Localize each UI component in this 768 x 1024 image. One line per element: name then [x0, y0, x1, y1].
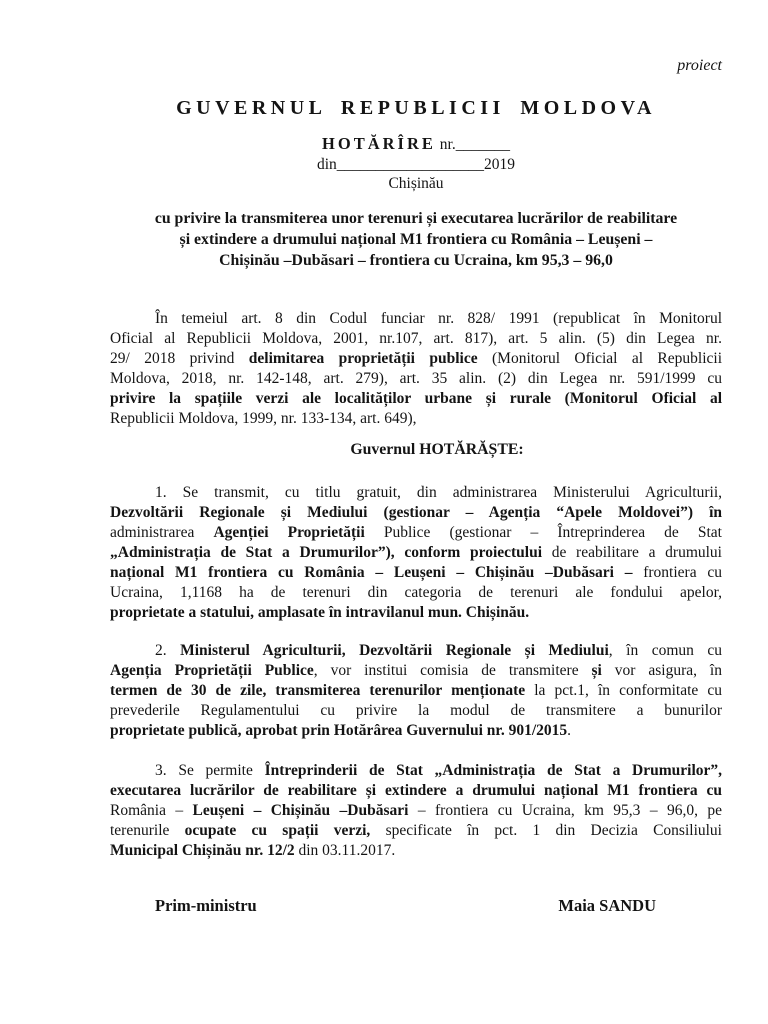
text-line [110, 543, 722, 563]
text-line [110, 523, 722, 543]
decision-number-blank: _______ [455, 136, 510, 153]
bold-text-segment: Dezvoltării Regionale și Mediului (gestionar – Agenția “Apele Moldovei”) în [110, 503, 722, 521]
text-segment: prevederile Regulamentului cu privire la modul de transmitere a bunurilor [110, 701, 722, 719]
bold-text-segment: termen de 30 de zile, transmiterea terenurilor menționate [110, 681, 526, 699]
text-segment: Moldova, 2018, nr. 142-148, art. 279), art. 35 alin. (2) din Legea nr. 591/1999 cu [110, 369, 722, 387]
text-segment: administrarea [110, 523, 214, 541]
title-line: Chișinău –Dubăsari – frontiera cu Ucraina, km 95,3 – 96,0 [219, 251, 613, 269]
decision-header [110, 134, 722, 194]
decision-year: 2019 [484, 155, 516, 173]
decision-number-prefix: nr. [439, 136, 456, 153]
bold-text-segment: Municipal Chișinău nr. 12/2 [110, 841, 295, 859]
bold-text-segment: și [591, 661, 602, 679]
text-segment: În temeiul art. 8 din Codul funciar nr. 828/ 1991 (republicat în Monitorul [155, 309, 722, 327]
bold-text-segment: național M1 frontiera cu România – Leușeni – Chișinău –Dubăsari – [110, 563, 633, 581]
bold-text-segment: Ministerul Agriculturii, Dezvoltării Regionale și Mediului [180, 641, 609, 659]
decision-date-line [110, 155, 722, 175]
text-line [110, 841, 722, 861]
text-segment: (Monitorul Oficial al Republicii [477, 349, 722, 367]
text-segment: vor asigura, în [601, 661, 722, 679]
bold-text-segment: privire la spațiile verzi ale localităților urbane și rurale (Monitorul Oficial al [110, 389, 722, 407]
text-segment: 2. [155, 641, 181, 659]
bold-text-segment: executarea lucrărilor de reabilitare și extindere a drumului național M1 frontiera cu [110, 781, 722, 799]
text-line [110, 563, 722, 583]
text-line [110, 309, 722, 329]
bold-text-segment: proprietate a statului, amplasate în intravilanul mun. Chișinău. [110, 603, 530, 621]
bold-text-segment: „Administrația de Stat a Drumurilor”), conform proiectului [110, 543, 543, 561]
bold-text-segment: Leușeni – Chișinău –Dubăsari [192, 801, 409, 819]
text-line [110, 369, 722, 389]
decision-type-label: HOTĂRÎRE [322, 134, 436, 153]
point-3 [110, 761, 722, 861]
text-line [110, 821, 722, 841]
text-line [110, 603, 722, 623]
text-segment: Oficial al Republicii Moldova, 2001, nr.107, art. 817), art. 5 alin. (5) din Legea nr. [110, 329, 722, 347]
text-segment: 3. Se permite [155, 761, 265, 779]
text-segment: specificate în pct. 1 din Decizia Consiliului [370, 821, 722, 839]
bold-text-segment: Întreprinderii de Stat „Administrația de Stat a Drumurilor”, [264, 761, 722, 779]
text-segment: România – [110, 801, 193, 819]
doc-title [110, 208, 722, 271]
text-segment: din 03.11.2017. [294, 841, 396, 859]
bold-text-segment: Agenției Proprietății [213, 523, 384, 541]
text-line [110, 389, 722, 409]
text-segment: terenurile [110, 821, 185, 839]
text-line [110, 409, 722, 429]
resolution-heading: Guvernul HOTĂRĂȘTE: [350, 440, 524, 458]
title-line: cu privire la transmiterea unor terenuri și executarea lucrărilor de reabilitare [154, 209, 678, 227]
bold-text-segment: delimitarea proprietății publice [248, 349, 478, 367]
draft-label: proiect [677, 57, 722, 74]
text-segment: – frontiera cu Ucraina, km 95,3 – 96,0, pe [408, 801, 722, 819]
bold-text-segment: proprietate publică, aprobat prin Hotărârea Guvernului nr. 901/2015 [110, 721, 568, 739]
text-line [110, 583, 722, 603]
bold-text-segment: Agenția Proprietății Publice [110, 661, 314, 679]
institution-title: GUVERNUL REPUBLICII MOLDOVA [176, 97, 656, 119]
text-line [110, 801, 722, 821]
text-line [110, 701, 722, 721]
point-1 [110, 483, 722, 623]
text-segment: 1. Se transmit, cu titlu gratuit, din administrarea Ministerului Agriculturii, [155, 483, 722, 501]
text-segment: 29/ 2018 privind [110, 349, 249, 367]
text-segment: frontiera cu [632, 563, 722, 581]
signature-row [110, 895, 722, 916]
text-line [110, 349, 722, 369]
text-line [110, 483, 722, 503]
text-line [110, 721, 722, 741]
decision-date-prefix: din [316, 155, 337, 173]
text-segment: de reabilitare a drumului [542, 543, 722, 561]
text-segment: , vor institui comisia de transmitere [313, 661, 592, 679]
text-segment: Publice (gestionar – Întreprinderea de Stat [383, 523, 722, 541]
document-body [110, 208, 722, 861]
text-segment: Ucraina, 1,1168 ha de terenuri din categoria de terenuri ale fondului apelor, [110, 583, 722, 601]
text-line [110, 641, 722, 661]
preamble [110, 309, 722, 429]
signature-role: Prim-ministru [155, 895, 257, 915]
text-segment: . [567, 721, 572, 739]
decision-city: Chișinău [388, 175, 444, 192]
signature-name: Maia SANDU [558, 895, 656, 915]
point-2 [110, 641, 722, 741]
text-line [110, 503, 722, 523]
text-line [110, 329, 722, 349]
decision-number-line [110, 134, 722, 155]
text-segment: , în comun cu [608, 641, 722, 659]
decision-date-blank: ___________________ [336, 155, 485, 173]
text-line [110, 761, 722, 781]
text-line [110, 681, 722, 701]
text-segment: la pct.1, în conformitate cu [525, 681, 722, 699]
text-line [110, 781, 722, 801]
text-segment: Republicii Moldova, 1999, nr. 133-134, art. 649), [110, 409, 417, 427]
bold-text-segment: ocupate cu spații verzi, [184, 821, 371, 839]
title-line: și extindere a drumului național M1 frontiera cu România – Leușeni – [179, 230, 653, 248]
text-line [110, 661, 722, 681]
